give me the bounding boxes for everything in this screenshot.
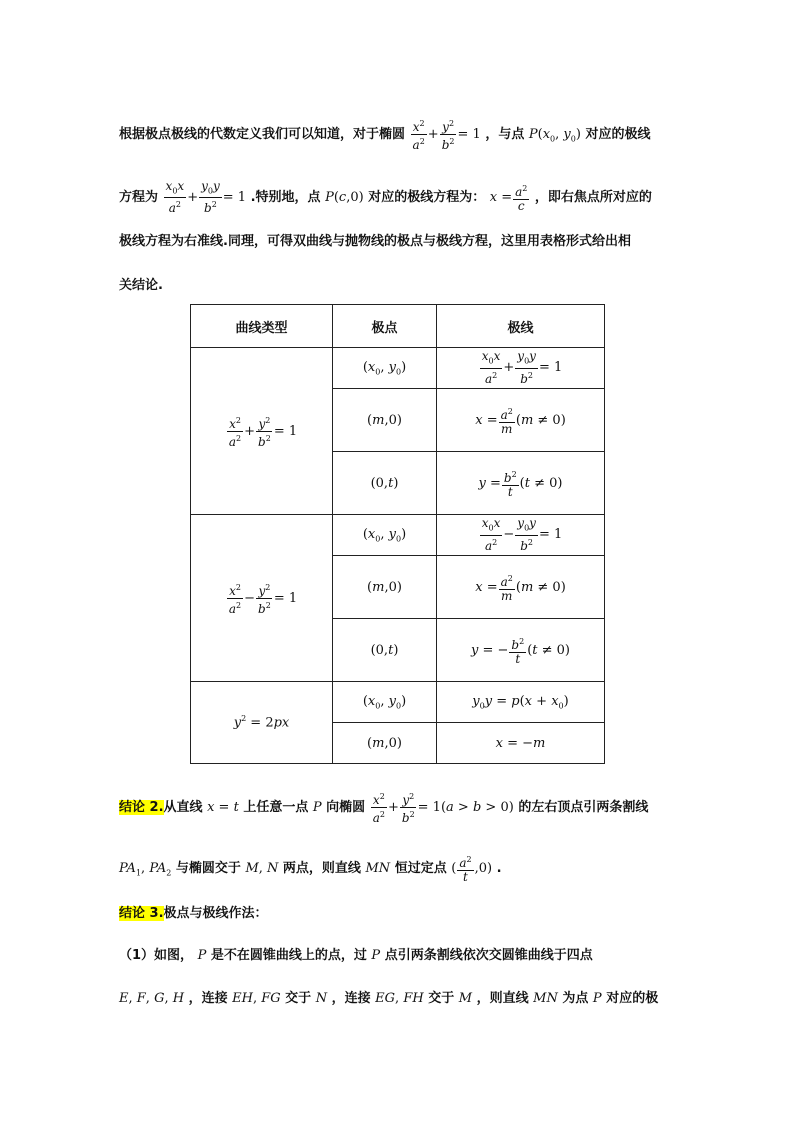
text: 对应的极线	[585, 127, 651, 142]
polar-cell: x = $\frac{a^2}{m}$ (m ≠ 0)	[437, 389, 605, 452]
para1-line3: 极线方程为右准线.同理，可得双曲线与抛物线的极点与极线方程，这里用表格形式给出相	[119, 234, 631, 249]
text: 根据极点极线的代数定义我们可以知道，对于椭圆	[119, 127, 406, 142]
text: 两点，则直线	[282, 861, 361, 876]
pole-cell: (0,t)	[333, 452, 437, 515]
curve-parabola: $y^2 = 2px$	[191, 682, 333, 764]
item1-line2: E, F, G, H ，连接 EH, FG 交于 N ，连接 EG, FH 交于 M ，则直线 MN 为点 P 对应的极	[119, 991, 659, 1006]
text: 为点	[562, 991, 589, 1006]
conclusion2-line2: $PA_1$, $PA_2$ 与椭圆交于 M, N 两点，则直线 MN 恒过定点 ( $\frac{a^2}{t}$ ,0) .	[119, 855, 502, 884]
polar-cell: x = $\frac{a^2}{m}$ (m ≠ 0)	[437, 556, 605, 619]
polar-cell: y = $\frac{b^2}{t}$ (t ≠ 0)	[437, 452, 605, 515]
text: 交于	[428, 991, 455, 1006]
conclusion3-line	[119, 904, 679, 924]
para1-line4: 关结论.	[119, 278, 163, 293]
para1-line2: 方程为 $\frac{x_0x}{a^2}$ + $\frac{y_0y}{b^2}$ = 1 .特别地，点 P(c,0) 对应的极线方程为： x = $\frac{a^2}{c}$ ，即右焦点所对应的	[119, 179, 652, 216]
text: ，则直线	[476, 991, 529, 1006]
pole-cell: ($x_0$, $y_0$)	[333, 348, 437, 389]
polar-cell: x = −m	[437, 723, 605, 764]
text: .	[496, 861, 502, 876]
ellipse-formula: $\frac{x^2}{a^2}$	[412, 119, 425, 152]
text: ，连接	[331, 991, 371, 1006]
text: 点引两条割线依次交圆锥曲线于四点	[384, 948, 593, 963]
conclusion3-label: 结论 3.	[119, 906, 164, 921]
text: 的左右顶点引两条割线	[518, 800, 649, 815]
col-header-pole: 极点	[333, 305, 437, 348]
text: 恒过定点	[394, 861, 447, 876]
text: 方程为	[119, 190, 159, 206]
pole-cell: ($x_0$, $y_0$)	[333, 682, 437, 723]
text: 交于	[285, 991, 312, 1006]
text: 向椭圆	[326, 800, 366, 815]
item1-line1: （1）如图， P 是不在圆锥曲线上的点，过 P 点引两条割线依次交圆锥曲线于四点	[119, 948, 593, 963]
pole-cell: (m,0)	[333, 723, 437, 764]
pole-cell: (0,t)	[333, 619, 437, 682]
text: 对应的极线方程为：	[368, 190, 486, 206]
text: 极点与极线作法：	[163, 906, 268, 921]
text: .特别地，点	[250, 190, 321, 206]
pole-cell: (m,0)	[333, 389, 437, 452]
col-header-curve: 曲线类型	[191, 305, 333, 348]
para1-line1: 根据极点极线的代数定义我们可以知道，对于椭圆 $\frac{x^2}{a^2}$ + $\frac{y^2}{b^2}$ = 1 ，与点 $P(x_0$, $y_0$) 对应的极线	[119, 119, 651, 152]
polar-cell: $\frac{x_0x}{a^2}$ − $\frac{y_0y}{b^2}$ = 1	[437, 515, 605, 556]
text: ，连接	[188, 991, 228, 1006]
text: 对应的极	[606, 991, 659, 1006]
text: ，与点	[485, 127, 525, 142]
curve-hyperbola: $\frac{x^2}{a^2}$ − $\frac{y^2}{b^2}$ = 1	[191, 515, 333, 682]
curve-ellipse: $\frac{x^2}{a^2}$ + $\frac{y^2}{b^2}$ = 1	[191, 348, 333, 515]
pole-cell: (m,0)	[333, 556, 437, 619]
text: 上任意一点	[243, 800, 309, 815]
text: 是不在圆锥曲线上的点，过	[210, 948, 367, 963]
conclusion2-line1: 结论 2.从直线 x = t 上任意一点 P 向椭圆 $\frac{x^2}{a^2}$ + $\frac{y^2}{b^2}$ = 1(a > b > 0) 的左右顶点引两条割线	[119, 792, 649, 825]
polar-cell: $\frac{x_0x}{a^2}$ + $\frac{y_0y}{b^2}$ = 1	[437, 348, 605, 389]
text: 从直线	[163, 800, 203, 815]
text: （1）如图，	[119, 948, 194, 963]
text: 与椭圆交于	[175, 861, 241, 876]
text: ，即右焦点所对应的	[534, 190, 652, 206]
polar-cell: $y_0y = p(x + x_0)$	[437, 682, 605, 723]
conclusion2-label: 结论 2.	[119, 800, 164, 815]
pole-polar-table	[190, 304, 605, 764]
col-header-polar: 极线	[437, 305, 605, 348]
polar-cell: y = − $\frac{b^2}{t}$ (t ≠ 0)	[437, 619, 605, 682]
pole-cell: ($x_0$, $y_0$)	[333, 515, 437, 556]
